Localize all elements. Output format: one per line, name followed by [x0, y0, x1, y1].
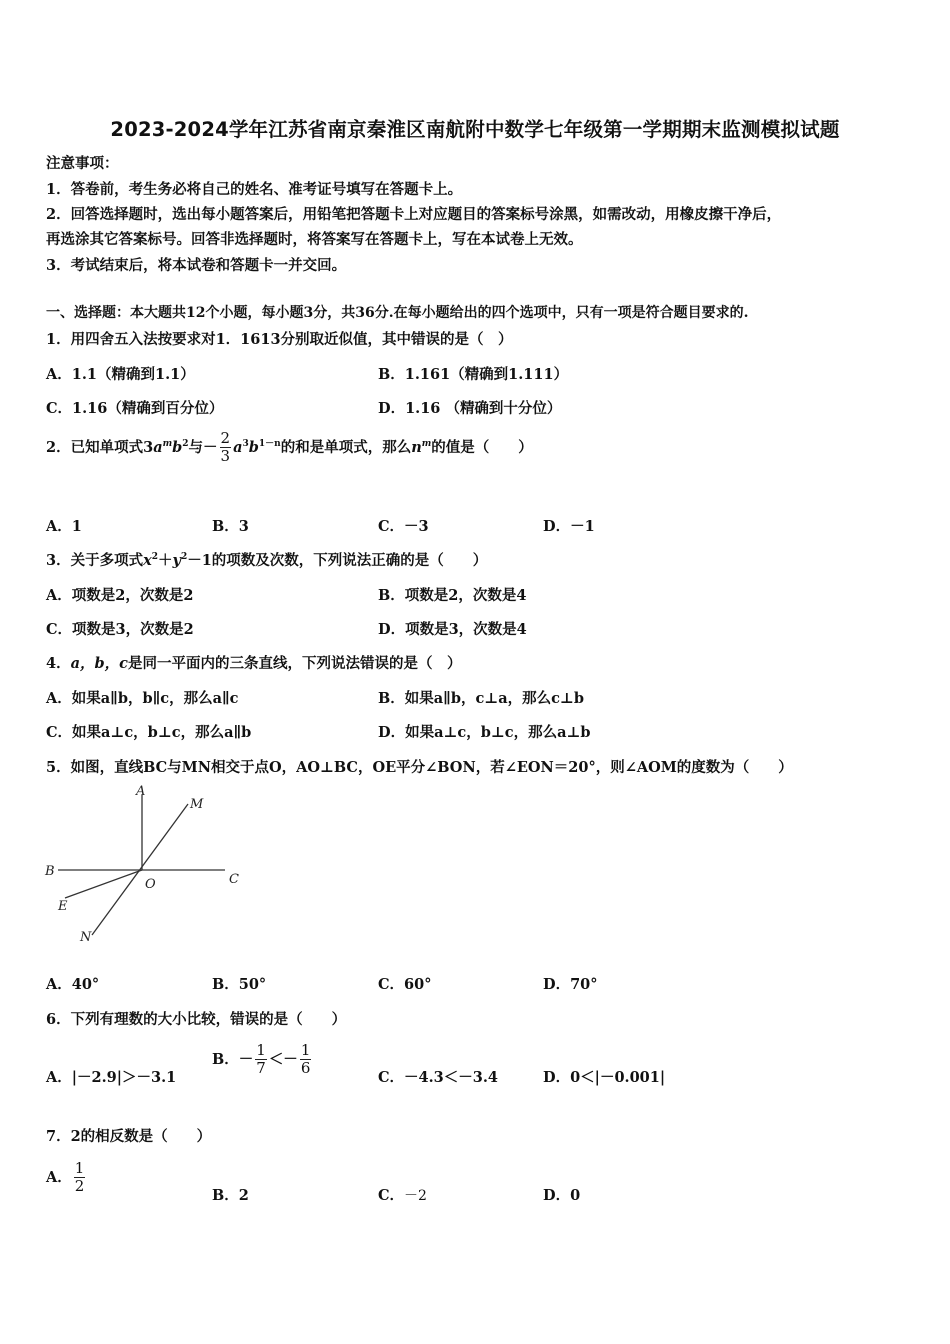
q2-exp-2: 2 [182, 438, 189, 449]
q1-option-d: D．1.16 （精确到十分位） [378, 400, 562, 417]
notice-item-2-cont: 再选涂其它答案标号。回答非选择题时，将答案写在答题卡上，写在本试卷上无效。 [46, 231, 583, 248]
q2-frac-num: 2 [220, 429, 231, 447]
q3-text-2: －1的项数及次数，下列说法正确的是（ ） [187, 552, 488, 569]
q2-var-b: b [172, 438, 183, 456]
q6-b-num-2: 1 [300, 1041, 311, 1059]
notice-heading: 注意事项： [46, 155, 119, 172]
q4-text-2: 是同一平面内的三条直线，下列说法错误的是（ ） [127, 655, 462, 672]
q5-figure [40, 780, 245, 945]
q7-c-value: －2 [404, 1188, 427, 1204]
q5-option-a: A．40° [46, 976, 100, 993]
label-b: B [45, 864, 55, 879]
q6-option-a: A．|－2.9|＞－3.1 [46, 1069, 177, 1086]
q2-exp-1n: 1－n [258, 438, 281, 449]
q7-a-prefix: A． [46, 1168, 72, 1186]
q1-stem: 1．用四舍五入法按要求对1．1613分别取近似值，其中错误的是（ ） [46, 331, 513, 348]
q3-plus: ＋ [158, 552, 173, 569]
q6-b-den-2: 6 [300, 1059, 311, 1078]
label-c: C [229, 872, 239, 887]
q5-option-b: B．50° [212, 976, 267, 993]
label-m: M [190, 797, 204, 812]
q1-option-b: B．1.161（精确到1.111） [378, 366, 569, 383]
q5-option-c: C．60° [378, 976, 432, 993]
line-oe [65, 870, 142, 898]
q7-option-b: B．2 [212, 1187, 249, 1204]
q6-b-frac-1 [255, 1042, 267, 1078]
q3-exp-2: 2 [180, 552, 188, 563]
q2-option-a: A．1 [46, 518, 82, 535]
q2-var-n: n [411, 438, 422, 456]
q7-option-a [46, 1160, 87, 1196]
label-a: A [136, 784, 146, 799]
q5-option-d: D．70° [543, 976, 598, 993]
q5-stem: 5．如图，直线BC与MN相交于点O，AO⊥BC，OE平分∠BON，若∠EON＝20°，则∠AOM的度数为（ ） [46, 759, 793, 776]
q7-a-num: 1 [74, 1159, 85, 1177]
notice-item-1: 1．答卷前，考生务必将自己的姓名、准考证号填写在答题卡上。 [46, 181, 463, 198]
q2-exp-mm: m [421, 438, 432, 449]
q6-b-prefix: B．－ [212, 1050, 254, 1068]
q3-exp-1: 2 [151, 552, 159, 563]
q4-text-1: 4． [46, 655, 71, 672]
q6-option-d: D．0＜|－0.001| [543, 1069, 666, 1086]
q4-option-a: A．如果a∥b，b∥c，那么a∥c [46, 690, 239, 707]
label-o: O [145, 877, 156, 892]
q3-var-y: y [172, 552, 181, 569]
notice-item-2: 2．回答选择题时，选出每小题答案后，用铅笔把答题卡上对应题目的答案标号涂黑，如需改动，用橡皮擦干净后， [46, 206, 782, 223]
q6-option-c: C．－4.3＜－3.4 [378, 1069, 498, 1086]
q4-option-b: B．如果a∥b，c⊥a，那么c⊥b [378, 690, 584, 707]
q7-option-d: D．0 [543, 1187, 581, 1204]
q2-text-4: 的值是（ ） [431, 438, 533, 456]
q2-text-1: 2．已知单项式3 [46, 438, 154, 456]
q7-a-frac [74, 1160, 86, 1196]
q2-stem [46, 430, 533, 466]
label-n: N [80, 930, 92, 945]
q2-option-d: D．－1 [543, 518, 595, 535]
q2-option-c: C．－3 [378, 518, 429, 535]
q2-exp-3: 3 [242, 438, 249, 449]
notice-item-3: 3．考试结束后，将本试卷和答题卡一并交回。 [46, 257, 347, 274]
q2-fraction [220, 430, 232, 466]
q6-b-frac-2 [300, 1042, 312, 1078]
q6-stem: 6．下列有理数的大小比较，错误的是（ ） [46, 1011, 347, 1028]
q3-stem [46, 549, 487, 570]
q4-option-d: D．如果a⊥c，b⊥c，那么a⊥b [378, 724, 591, 741]
q4-option-c: C．如果a⊥c，b⊥c，那么a∥b [46, 724, 252, 741]
q6-b-mid: ＜－ [268, 1050, 298, 1068]
q1-option-a: A．1.1（精确到1.1） [46, 366, 195, 383]
q4-stem [46, 652, 461, 673]
q2-frac-den: 3 [220, 447, 231, 466]
q7-option-c [378, 1184, 427, 1205]
q3-option-d: D．项数是3，次数是4 [378, 621, 527, 638]
q7-c-prefix: C． [378, 1187, 405, 1204]
q2-exp-m: m [162, 438, 173, 449]
q7-a-den: 2 [74, 1177, 85, 1196]
q7-stem: 7．2的相反数是（ ） [46, 1128, 212, 1145]
q3-text-1: 3．关于多项式 [46, 552, 144, 569]
q1-option-c: C．1.16（精确到百分位） [46, 400, 224, 417]
q3-option-a: A．项数是2，次数是2 [46, 587, 194, 604]
q2-var-a: a [153, 438, 163, 456]
q3-var-x: x [143, 552, 152, 569]
q2-text-2: 与－ [188, 438, 218, 456]
q3-option-b: B．项数是2，次数是4 [378, 587, 527, 604]
q3-option-c: C．项数是3，次数是2 [46, 621, 194, 638]
q2-option-b: B．3 [212, 518, 249, 535]
section-heading: 一、选择题：本大题共12个小题，每小题3分，共36分.在每小题给出的四个选项中，只有一项是符合题目要求的. [46, 305, 749, 321]
exam-title: 2023-2024学年江苏省南京秦淮区南航附中数学七年级第一学期期末监测模拟试题 [110, 118, 840, 141]
q2-text-3: 的和是单项式，那么 [280, 438, 412, 456]
q6-option-b [212, 1042, 313, 1078]
q6-b-den-1: 7 [256, 1059, 266, 1078]
q2-var-b2: b [248, 438, 259, 456]
q6-b-num-1: 1 [256, 1041, 266, 1059]
label-e: E [58, 899, 68, 914]
q4-vars: a，b，c [70, 655, 128, 672]
q2-var-a2: a [233, 438, 243, 456]
